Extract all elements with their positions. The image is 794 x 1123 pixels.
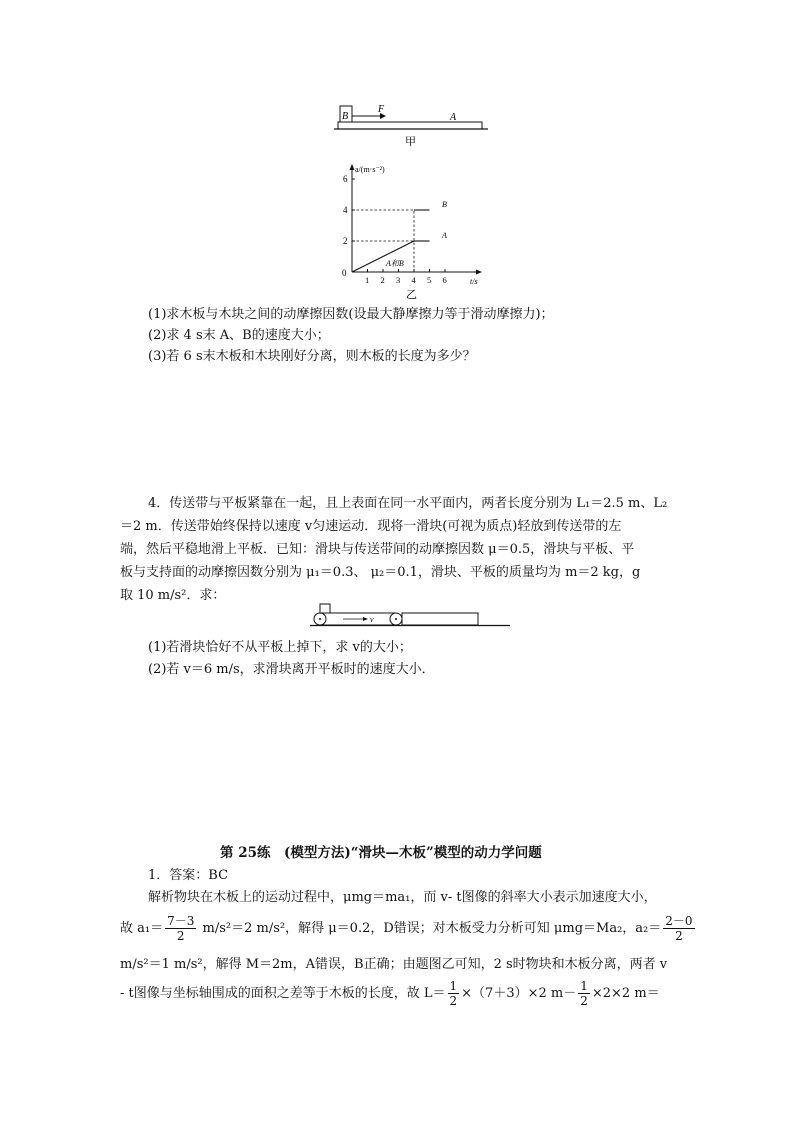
force-label: F (378, 104, 385, 115)
velocity-arrowhead (363, 617, 368, 621)
figure-conveyor (305, 598, 515, 634)
y-tick-label: 2 (343, 236, 348, 246)
x-tick-label: 2 (380, 275, 385, 285)
fraction-1-num: 7－3 (167, 914, 195, 928)
fraction-2-den: 2 (675, 929, 683, 943)
origin-label: 0 (342, 268, 347, 278)
fraction-4-den: 2 (580, 994, 588, 1008)
series-label-a: A (442, 231, 447, 240)
series-label-b: B (442, 200, 447, 209)
answer-title: 第 25练 (模型方法)“滑块—木板”模型的动力学问题 (220, 845, 542, 861)
y-axis-label: a/(m·s⁻²) (355, 165, 385, 174)
answer-1: 1．答案：BC (148, 868, 229, 883)
figure-yi (330, 160, 490, 300)
x-tick-label: 4 (411, 275, 416, 285)
x-axis-label: t/s (470, 277, 478, 286)
answer-p2 (120, 912, 697, 946)
x-tick-label: 1 (365, 275, 370, 285)
q4-sub2: (2)若 v＝6 m/s，求滑块离开平板时的速度大小． (148, 662, 435, 677)
fraction-2 (663, 914, 694, 943)
fraction-4 (578, 979, 590, 1008)
answer-p4 (120, 977, 660, 1011)
answer-p1: 解析物块在木板上的运动过程中，μmg＝ma₁，而 v- t图像的斜率大小表示加速度大小， (148, 890, 657, 905)
slider-block (320, 604, 330, 613)
figure-jia (330, 100, 490, 152)
velocity-label: v (370, 615, 374, 624)
y-tick-label: 6 (343, 174, 348, 184)
fraction-2-num: 2－0 (665, 914, 693, 928)
series-label-ab: A和B (386, 259, 404, 268)
figure-yi-caption: 乙 (406, 289, 417, 300)
plank (402, 613, 478, 625)
q4-line3: 端，然后平稳地滑上平板．已知：滑块与传送带间的动摩擦因数 μ＝0.5，滑块与平板、平 (120, 542, 635, 557)
y-axis-arrow (350, 164, 355, 170)
fraction-1-den: 2 (176, 929, 185, 943)
board-a-label: A (450, 112, 457, 123)
q4-line2: ＝2 m．传送带始终保持以速度 v匀速运动．现将一滑块(可视为质点)轻放到传送带的左 (120, 519, 622, 534)
q3-sub1: (1)求木板与木块之间的动摩擦因数(设最大静摩擦力等于滑动摩擦力)； (148, 307, 554, 322)
pulley-right-axle (395, 618, 397, 620)
answer-p4-c: ×2×2 m＝ (591, 986, 660, 1001)
answer-p2-b: m/s²＝2 m/s²，解得 μ＝0.2，D错误；对木板受力分析可知 μmg＝Ma₂，a₂＝ (198, 921, 662, 936)
answer-p3: m/s²＝1 m/s²，解得 M＝2m，A错误，B正确；由题图乙可知，2 s时物块和木板分离，两者 v (120, 957, 668, 972)
q4-line5: 取 10 m/s²．求： (120, 588, 226, 603)
q3-sub2: (2)求 4 s末 A、B的速度大小； (148, 328, 330, 343)
x-axis-arrow (476, 270, 482, 275)
fraction-4-num: 1 (580, 979, 588, 993)
q4-sub1: (1)若滑块恰好不从平板上掉下，求 v的大小； (148, 640, 412, 655)
q3-sub3: (3)若 6 s末木板和木块刚好分离，则木板的长度为多少？ (148, 349, 476, 364)
fraction-3-num: 1 (449, 979, 458, 993)
answer-p4-b: ×（7＋3）×2 m－ (461, 986, 577, 1001)
board-a (338, 122, 482, 129)
block-b-label: B (342, 111, 349, 122)
fraction-3 (448, 979, 460, 1008)
q4-line1: 4．传送带与平板紧靠在一起，且上表面在同一水平面内，两者长度分别为 L₁＝2.5 m、L₂ (148, 496, 668, 511)
answer-p2-a: 故 a₁＝ (120, 921, 164, 936)
fraction-3-den: 2 (449, 994, 458, 1008)
x-tick-label: 3 (396, 275, 401, 285)
series-line (352, 241, 414, 272)
figure-jia-caption: 甲 (405, 136, 416, 148)
x-tick-label: 6 (442, 275, 447, 285)
fraction-1 (165, 914, 196, 943)
y-tick-label: 4 (343, 205, 348, 215)
pulley-left-axle (319, 618, 321, 620)
answer-p4-a: - t图像与坐标轴围成的面积之差等于木板的长度，故 L＝ (120, 986, 446, 1001)
q4-line4: 板与支持面的动摩擦因数分别为 μ₁＝0.3、 μ₂＝0.1，滑块、平板的质量均为 m＝2 kg，g (120, 565, 641, 580)
x-tick-label: 5 (427, 275, 432, 285)
